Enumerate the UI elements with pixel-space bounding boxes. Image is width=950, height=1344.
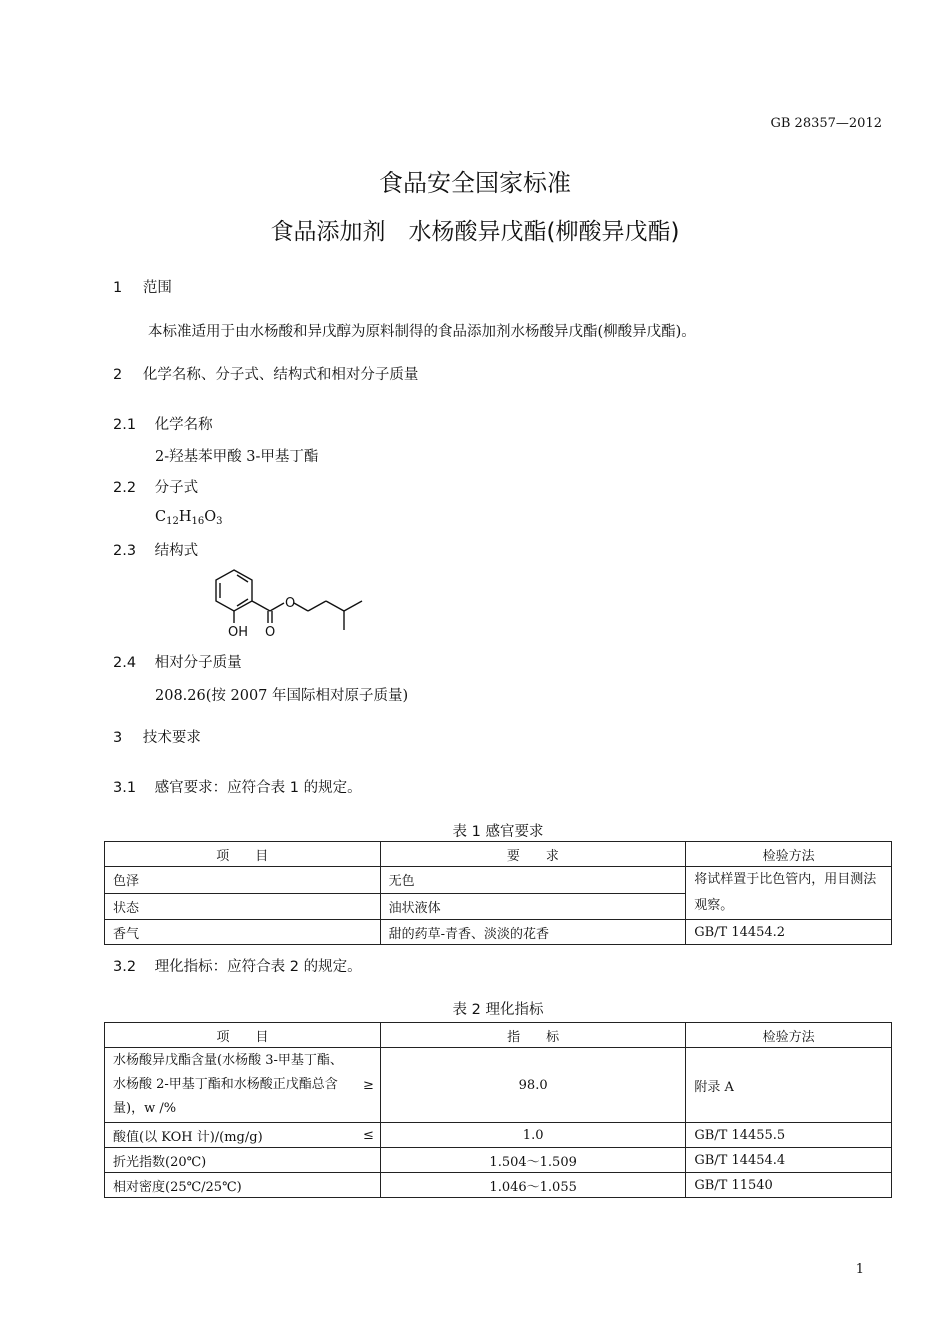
page-number: 1 bbox=[855, 1262, 864, 1277]
section-number: 3.1 bbox=[113, 780, 137, 796]
molecular-formula: $C_{12}H_{16}O_3$ bbox=[155, 509, 223, 527]
section-number: 2 bbox=[113, 367, 123, 383]
table-cell: 1.046～1.055 bbox=[380, 1173, 685, 1198]
section-2-heading bbox=[113, 363, 418, 384]
table-cell: 1.0 bbox=[380, 1123, 685, 1148]
table-cell: GB/T 14455.5 bbox=[686, 1123, 892, 1148]
section-number: 2.3 bbox=[113, 543, 137, 559]
section-number: 3.2 bbox=[113, 959, 137, 975]
table-cell: 状态 bbox=[105, 893, 381, 920]
table-cell bbox=[105, 1048, 381, 1123]
table-cell bbox=[105, 1123, 381, 1148]
carbonyl-o-label: O bbox=[265, 625, 276, 640]
table-cell: 甜的药草-青香、淡淡的花香 bbox=[380, 920, 686, 945]
section-title: 结构式 bbox=[154, 543, 199, 559]
table-header-row bbox=[105, 1023, 892, 1048]
item-text: 水杨酸异戊酯含量(水杨酸 3-甲基丁酯、水杨酸 2-甲基丁酯和水杨酸正戊酯总含量)，w /% bbox=[113, 1053, 343, 1116]
section-number: 1 bbox=[113, 280, 123, 296]
table-cell: 香气 bbox=[105, 920, 381, 945]
document-subtitle: 食品添加剂 水杨酸异戊酯(柳酸异戊酯) bbox=[270, 219, 680, 245]
section-2-1-heading bbox=[113, 413, 213, 434]
table-cell: 折光指数(20℃) bbox=[105, 1148, 381, 1173]
table-1-caption: 表 1 感官要求 bbox=[452, 824, 544, 840]
section-number: 3 bbox=[113, 730, 123, 746]
section-title: 化学名称 bbox=[154, 417, 213, 433]
table-row bbox=[105, 867, 892, 894]
section-title: 化学名称、分子式、结构式和相对分子质量 bbox=[142, 367, 419, 383]
table-header-cell: 要 求 bbox=[380, 842, 686, 867]
ester-o-label: O bbox=[285, 596, 296, 611]
section-1-body: 本标准适用于由水杨酸和异戊醇为原料制得的食品添加剂水杨酸异戊酯(柳酸异戊酯)。 bbox=[148, 324, 696, 340]
section-2-2-heading bbox=[113, 476, 198, 497]
table-header-cell: 检验方法 bbox=[686, 1023, 892, 1048]
structural-formula bbox=[200, 560, 380, 642]
document-title: 食品安全国家标准 bbox=[379, 169, 571, 197]
section-title: 技术要求 bbox=[142, 730, 201, 746]
table-cell: 98.0 bbox=[380, 1048, 685, 1123]
table-cell: 将试样置于比色管内，用目测法观察。 bbox=[686, 867, 892, 920]
chemical-name: 2-羟基苯甲酸 3-甲基丁酯 bbox=[155, 449, 319, 465]
table-cell: 油状液体 bbox=[380, 893, 686, 920]
table-header-cell: 项 目 bbox=[105, 842, 381, 867]
table-2 bbox=[104, 1022, 892, 1198]
section-title: 分子式 bbox=[154, 480, 199, 496]
table-cell: 附录 A bbox=[686, 1048, 892, 1123]
table-2-caption: 表 2 理化指标 bbox=[452, 1002, 544, 1018]
section-number: 2.2 bbox=[113, 480, 137, 496]
standard-number: GB 28357—2012 bbox=[770, 116, 882, 131]
table-header-cell: 项 目 bbox=[105, 1023, 381, 1048]
table-header-cell: 指 标 bbox=[380, 1023, 685, 1048]
table-1 bbox=[104, 841, 892, 945]
table-row bbox=[105, 1048, 892, 1123]
table-cell: GB/T 14454.4 bbox=[686, 1148, 892, 1173]
table-row bbox=[105, 1123, 892, 1148]
table-cell: 1.504～1.509 bbox=[380, 1148, 685, 1173]
table-cell: 无色 bbox=[380, 867, 686, 894]
table-cell: 色泽 bbox=[105, 867, 381, 894]
comparison-operator: ≤ bbox=[363, 1127, 374, 1143]
table-row bbox=[105, 1148, 892, 1173]
table-header-cell: 检验方法 bbox=[686, 842, 892, 867]
molecular-mass: 208.26(按 2007 年国际相对原子质量) bbox=[155, 688, 409, 704]
section-title: 理化指标：应符合表 2 的规定。 bbox=[154, 959, 362, 975]
table-cell: GB/T 14454.2 bbox=[686, 920, 892, 945]
oh-label: OH bbox=[228, 625, 249, 640]
table-header-row bbox=[105, 842, 892, 867]
table-cell: 相对密度(25℃/25℃) bbox=[105, 1173, 381, 1198]
section-3-heading bbox=[113, 726, 201, 747]
section-3-1-heading bbox=[113, 776, 362, 797]
section-number: 2.4 bbox=[113, 655, 137, 671]
section-3-2-heading bbox=[113, 955, 362, 976]
section-title: 范围 bbox=[142, 280, 172, 296]
comparison-operator: ≥ bbox=[363, 1077, 374, 1093]
section-title: 相对分子质量 bbox=[154, 655, 242, 671]
section-number: 2.1 bbox=[113, 417, 137, 433]
section-1-heading bbox=[113, 276, 172, 297]
section-title: 感官要求：应符合表 1 的规定。 bbox=[154, 780, 362, 796]
item-text: 酸值(以 KOH 计)/(mg/g) bbox=[113, 1129, 263, 1145]
table-row bbox=[105, 1173, 892, 1198]
section-2-3-heading bbox=[113, 539, 198, 560]
table-cell: GB/T 11540 bbox=[686, 1173, 892, 1198]
table-row bbox=[105, 920, 892, 945]
section-2-4-heading bbox=[113, 651, 242, 672]
